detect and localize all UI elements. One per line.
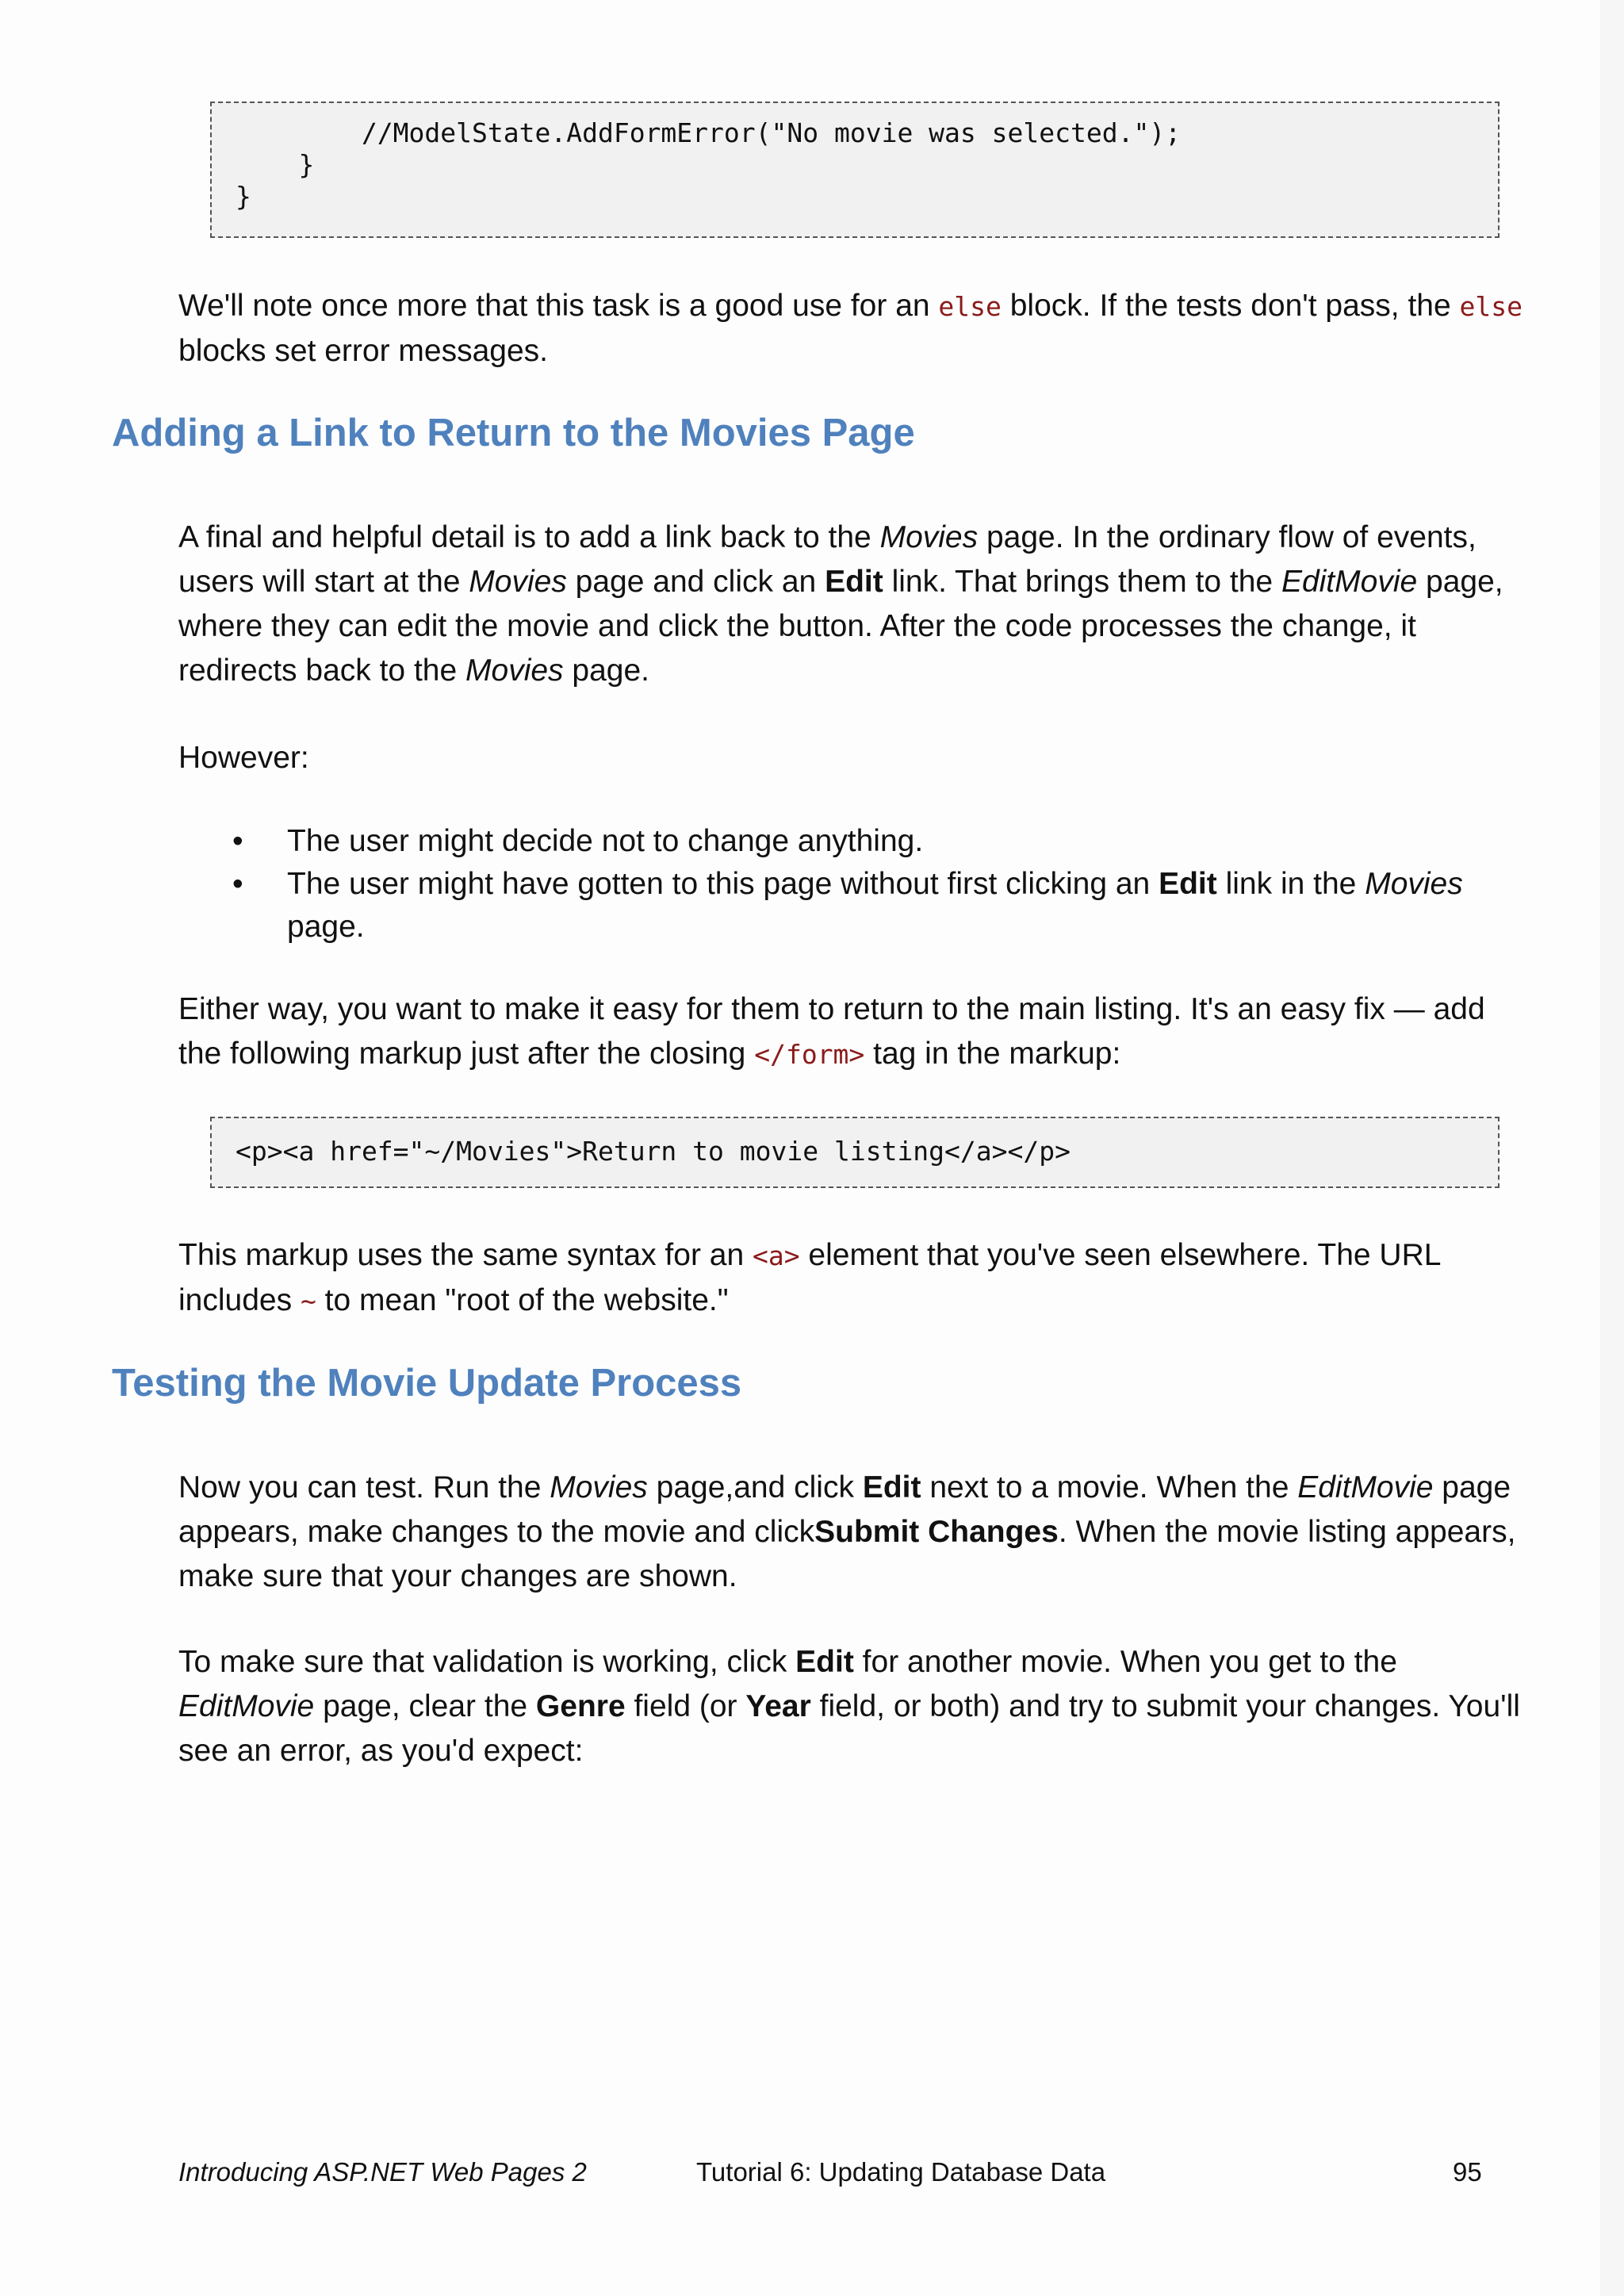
footer-book-title: Introducing ASP.NET Web Pages 2	[178, 2157, 587, 2187]
inline-code-else: else	[938, 291, 1002, 322]
bullet-icon: •	[232, 867, 243, 901]
section-heading-return-link: Adding a Link to Return to the Movies Page	[112, 412, 915, 454]
paragraph-else-note: We'll note once more that this task is a good use for an else block. If the tests don't pass, the else blocks set error messages.	[178, 289, 1522, 368]
inline-code-form-tag: </form>	[754, 1039, 865, 1070]
footer-chapter-title: Tutorial 6: Updating Database Data	[696, 2157, 1106, 2187]
paragraph-test-run: Now you can test. Run the Movies page,and click Edit next to a movie. When the EditMovie page appears, make changes to the movie and clickSubmit Changes. When the movie listing appears, make sure that your changes are shown.	[178, 1470, 1516, 1593]
section-heading-testing: Testing the Movie Update Process	[112, 1362, 742, 1405]
inline-code-tilde: ~	[300, 1286, 316, 1317]
footer-page-number: 95	[1453, 2157, 1482, 2187]
paragraph-however: However:	[178, 741, 309, 775]
list-item: • The user might decide not to change anything.	[178, 820, 1511, 863]
inline-code-else: else	[1459, 291, 1522, 322]
code-block-modelstate: //ModelState.AddFormError("No movie was selected."); } }	[210, 102, 1500, 238]
page-edge-shadow	[1600, 0, 1624, 2296]
paragraph-final-detail: A final and helpful detail is to add a link back to the Movies page. In the ordinary flow of events, users will start at the Movies page and click an Edit link. That brings them to the EditMovie page, where they can edit the movie and click the button. After the code processes the change, it redirects back to the Movies page.	[178, 520, 1503, 688]
bullet-icon: •	[232, 824, 243, 858]
paragraph-validation: To make sure that validation is working, click Edit for another movie. When you get to the EditMovie page, clear the Genre field (or Year field, or both) and try to submit your changes. You'll see an error, as you'd expect:	[178, 1645, 1520, 1768]
inline-code-a-element: <a>	[752, 1240, 800, 1271]
bullet-list	[178, 820, 1511, 949]
paragraph-either-way: Either way, you want to make it easy for them to return to the main listing. It's an easy fix — add the following markup just after the closing </form> tag in the markup:	[178, 992, 1485, 1071]
code-block-return-link: <p><a href="~/Movies">Return to movie listing</a></p>	[210, 1117, 1500, 1188]
list-item: • The user might have gotten to this page without first clicking an Edit link in the Movies page.	[178, 863, 1511, 949]
paragraph-markup-syntax: This markup uses the same syntax for an <a> element that you've seen elsewhere. The URL includes ~ to mean "root of the website."	[178, 1238, 1440, 1317]
